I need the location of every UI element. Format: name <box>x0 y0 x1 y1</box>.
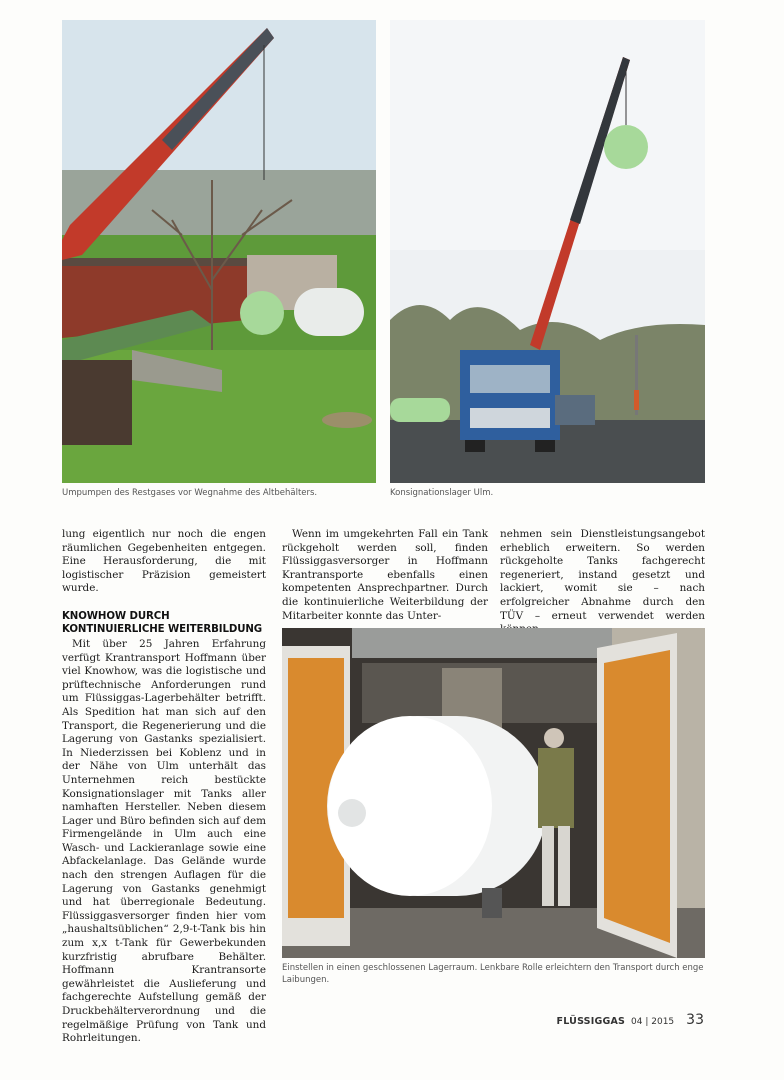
column-1-body: Mit über 25 Jahren Erfahrung verfügt Krantransport Hoffmann über viel Knowhow, was die logistische und prüftechnische Anforderungen rund um Flüssiggas-Lagerbehälter betrifft. Als Spedition hat man sich auf den Transport, die Regenerierung und die Lagerung von Gastanks spezialisiert. In Niederzissen bei Koblenz und in der Nähe von Ulm unterhält das Unternehmen reich bestückte Konsignationslager mit Tanks aller namhaften Hersteller. Neben diesem Lager und Büro befinden sich auf dem Firmengelände in Ulm auch eine Wasch- und Lackieranlage sowie eine Abfackelanlage. Das Gelände wurde nach den strengen Auflagen für die Lagerung von Gastanks genehmigt und hat überregionale Bedeutung. Flüssiggasversorger finden hier vom „haushaltsüblichen“ 2,9-t-Tank bis hin zum x,x t-Tank für Gewerbekunden kurzfristig abrufbare Behälter. Hoffmann Krantransorte gewährleistet die Auslieferung und fachgerechte Aufstellung gemäß der Druckbehälterverordnung und die regelmäßige Prüfung von Tank und Rohrleitungen. <box>62 637 266 1045</box>
section-heading <box>62 610 266 636</box>
photo-storage-room <box>282 628 705 958</box>
page-footer <box>557 1012 704 1028</box>
page-number: 33 <box>686 1012 704 1028</box>
photo-truck-crane <box>390 20 705 483</box>
magazine-name: FLÜSSIGGAS <box>556 1016 626 1027</box>
text-column-1 <box>62 528 266 1046</box>
photo-storage-caption: Einstellen in einen geschlossenen Lagerraum. Lenkbare Rolle erleichtern den Transport durch enge Laibungen. <box>282 963 704 985</box>
column-2-text: Wenn im umgekehrten Fall ein Tank rückgeholt werden soll, finden Flüssiggasversorger in Hoffmann Krantransporte ebenfalls einen kompetenten Ansprechpartner. Durch die kontinuierliche Weiterbildung der Mitarbeiter konnte das Unter- <box>282 528 488 622</box>
column-3-text: nehmen sein Dienstleistungsangebot erheblich erweitern. So werden rückgeholte Tanks fachgerecht regeneriert, instand gesetzt und lackiert, womit sie – nach erfolgreicher Abnahme durch den TÜV – erneut verwendet werden <box>500 528 705 622</box>
column-1-intro: lung eigentlich nur noch die engen räumlichen Gegebenheiten entgegen. Eine Herausforderung, die mit logistischer Präzision gemeistert wurde. <box>62 528 266 595</box>
issue-number: 04 | 2015 <box>631 1017 675 1027</box>
section-heading-line-1: KNOWHOW DURCH <box>62 610 170 622</box>
text-column-2 <box>282 528 488 623</box>
text-column-3 <box>500 528 705 637</box>
photo-garden-caption: Umpumpen des Restgases vor Wegnahme des Altbehälters. <box>62 488 318 498</box>
section-heading-line-2: KONTINUIERLICHE WEITERBILDUNG <box>62 623 263 635</box>
photo-truck-caption: Konsignationslager Ulm. <box>390 488 494 498</box>
photo-garden-crane <box>62 20 376 483</box>
